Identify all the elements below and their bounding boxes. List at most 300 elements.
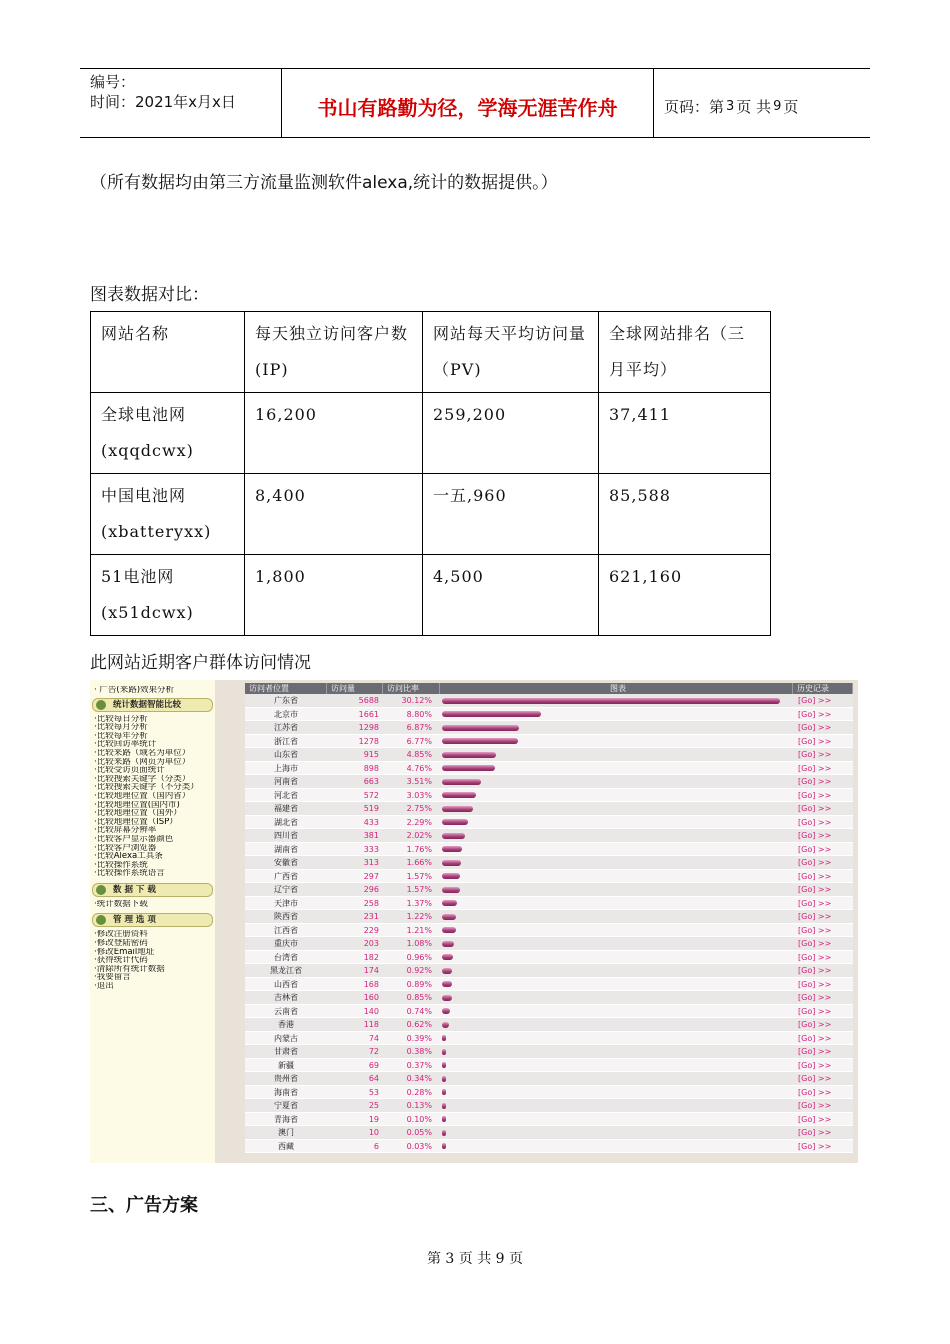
location-cell: 辽宁省 (274, 885, 298, 894)
count-cell: 10 (368, 1128, 379, 1137)
history-link[interactable]: [Go] >> (798, 939, 832, 948)
bar-cell (440, 978, 793, 991)
percent-cell: 2.75% (406, 804, 432, 813)
table-header-cell: 网站每天平均访问量（PV) (423, 312, 599, 393)
history-link[interactable]: [Go] >> (798, 993, 832, 1002)
table-row (245, 978, 853, 992)
location-cell: 山东省 (274, 750, 298, 759)
sidebar-item[interactable]: ·比较每月分析 (94, 723, 148, 732)
count-cell: 182 (363, 952, 379, 962)
location-cell: 江西省 (274, 925, 298, 935)
grid-header-cell: 访问比率 (383, 683, 440, 694)
sidebar-item[interactable]: ·比较地理位置（ISP） (94, 817, 178, 827)
table-row (91, 393, 771, 474)
bar (442, 1049, 446, 1055)
data-source-note: （所有数据均由第三方流量监测软件alexa,统计的数据提供。） (90, 173, 558, 193)
table-cell: 全球电池网(xqqdcwx) (91, 393, 245, 474)
percent-cell: 0.34% (406, 1074, 432, 1083)
bar-cell (440, 1005, 793, 1018)
count-cell: 572 (363, 790, 379, 800)
percent-cell: 0.85% (406, 993, 432, 1002)
location-cell: 天津市 (274, 898, 298, 908)
bar (442, 765, 495, 771)
percent-cell: 1.08% (406, 939, 432, 948)
grid-header-cell: 访问量 (327, 683, 383, 694)
table-row (245, 1140, 853, 1154)
table-row (245, 748, 853, 762)
location-cell: 新疆 (278, 1060, 294, 1070)
bar-cell (440, 1059, 793, 1072)
table-row (245, 762, 853, 776)
bar-cell (440, 1018, 793, 1031)
percent-cell: 4.85% (406, 750, 432, 759)
location-cell: 甘肃省 (274, 1047, 298, 1056)
location-cell: 山西省 (274, 979, 298, 989)
section-icon (96, 885, 106, 895)
bar (442, 806, 473, 812)
bar-cell (440, 964, 793, 977)
percent-cell: 1.57% (406, 871, 432, 881)
bar (442, 941, 454, 947)
location-cell: 海南省 (274, 1087, 298, 1097)
sidebar-item[interactable]: ·比较Alexa工具条 (94, 852, 163, 861)
bar (442, 711, 541, 717)
table-label: 图表数据对比： (90, 285, 209, 305)
count-cell: 64 (368, 1074, 379, 1083)
table-cell: 中国电池网(xbatteryxx) (91, 474, 245, 555)
percent-cell: 0.10% (406, 1114, 432, 1124)
history-link[interactable]: [Go] >> (798, 952, 832, 962)
history-link[interactable]: [Go] >> (798, 1141, 832, 1151)
bar (442, 752, 496, 758)
count-cell: 296 (363, 885, 379, 894)
percent-cell: 6.77% (406, 736, 432, 746)
count-cell: 231 (363, 912, 379, 921)
count-cell: 53 (368, 1087, 379, 1097)
bar (442, 1116, 446, 1122)
location-cell: 安徽省 (274, 858, 298, 867)
sidebar-section: 数 据 下 载 (92, 883, 213, 897)
table-row (91, 555, 771, 636)
section-icon (96, 700, 106, 710)
location-cell: 河北省 (274, 790, 298, 800)
table-header-row (91, 312, 771, 393)
percent-cell: 1.21% (406, 925, 432, 935)
bar-cell (440, 883, 793, 896)
table-row (245, 897, 853, 911)
table-row (245, 1126, 853, 1140)
sidebar-item[interactable]: ·我要留言 (94, 973, 131, 983)
count-cell: 5688 (358, 696, 379, 705)
sidebar-item[interactable]: ·比较地理位置（国内省） (94, 791, 191, 801)
history-link[interactable]: [Go] >> (798, 790, 832, 800)
table-row (245, 1045, 853, 1059)
grid-header-cell: 历史记录 (793, 683, 853, 694)
sidebar-item[interactable]: ·比较地理位置（国外） (94, 809, 182, 818)
history-link[interactable]: [Go] >> (798, 885, 832, 894)
table-row (245, 816, 853, 830)
count-cell: 1278 (358, 736, 379, 746)
table-row (245, 1059, 853, 1073)
location-cell: 黑龙江省 (270, 966, 302, 975)
history-link[interactable]: [Go] >> (798, 1128, 832, 1137)
bar-cell (440, 735, 793, 748)
bar-cell (440, 1032, 793, 1045)
percent-cell: 0.03% (406, 1141, 432, 1151)
sidebar-item[interactable]: ·比较受访页面统计 (94, 766, 165, 775)
table-row (245, 856, 853, 870)
percent-cell: 1.57% (406, 885, 432, 894)
doc-number: 编号： (90, 73, 136, 91)
table-cell: 85,588 (599, 474, 771, 555)
page-footer: 第 3 页 共 9 页 (426, 1251, 524, 1267)
history-link[interactable]: [Go] >> (798, 1074, 832, 1083)
sidebar-section: 统计数据智能比较 (92, 698, 213, 712)
bar (442, 995, 452, 1001)
percent-cell: 0.92% (406, 966, 432, 975)
count-cell: 72 (368, 1047, 379, 1056)
bar (442, 927, 456, 933)
history-link[interactable]: [Go] >> (798, 1033, 832, 1043)
bar-cell (440, 1086, 793, 1099)
location-cell: 福建省 (274, 804, 298, 813)
table-row (245, 735, 853, 749)
table-cell: 621,160 (599, 555, 771, 636)
percent-cell: 0.28% (406, 1087, 432, 1097)
page-header (80, 68, 870, 138)
location-cell: 重庆市 (274, 939, 298, 948)
percent-cell: 4.76% (406, 763, 432, 773)
location-cell: 湖南省 (274, 844, 298, 854)
history-link[interactable]: [Go] >> (798, 817, 832, 827)
percent-cell: 0.96% (406, 952, 432, 962)
table-row (245, 870, 853, 884)
table-row (245, 1113, 853, 1127)
percent-cell: 3.51% (406, 777, 432, 786)
bar-cell (440, 829, 793, 842)
percent-cell: 1.76% (406, 844, 432, 854)
table-row (245, 829, 853, 843)
sidebar-item[interactable]: ·比较操作系统语言 (94, 869, 165, 878)
bar (442, 1035, 446, 1041)
history-link[interactable]: [Go] >> (798, 1047, 832, 1056)
sidebar-item[interactable]: ·比较搜索关键字（分类） (94, 774, 191, 784)
location-cell: 四川省 (274, 831, 298, 840)
table-cell: 一五,960 (423, 474, 599, 555)
sidebar-item[interactable]: ·比较搜索关键字（不分类） (94, 783, 199, 792)
location-cell: 云南省 (274, 1006, 298, 1016)
count-cell: 1661 (358, 709, 379, 719)
location-cell: 湖北省 (274, 817, 298, 827)
table-row (245, 1032, 853, 1046)
location-cell: 宁夏省 (274, 1101, 298, 1110)
count-cell: 25 (368, 1101, 379, 1110)
table-header-cell: 网站名称 (91, 312, 245, 393)
sidebar-item[interactable]: · 广告(来路)效果分析 (94, 686, 175, 695)
sidebar-item[interactable]: ·比较每年分析 (94, 731, 148, 741)
table-row (245, 1086, 853, 1100)
bar (442, 981, 452, 987)
count-cell: 433 (363, 817, 379, 827)
sidebar-item[interactable]: ·比较来路（域名为单位） (94, 748, 191, 758)
count-cell: 297 (363, 871, 379, 881)
history-link[interactable]: [Go] >> (798, 750, 832, 759)
count-cell: 160 (363, 993, 379, 1002)
history-link[interactable]: [Go] >> (798, 1101, 832, 1110)
bar (442, 846, 462, 852)
location-cell: 吉林省 (274, 993, 298, 1002)
history-link[interactable]: [Go] >> (798, 1006, 832, 1016)
sidebar-group (90, 930, 215, 990)
location-cell: 上海市 (274, 763, 298, 773)
percent-cell: 0.39% (406, 1033, 432, 1043)
sidebar-item[interactable]: ·比较每日分析 (94, 714, 148, 724)
bar-cell (440, 897, 793, 910)
table-row (245, 789, 853, 803)
location-cell: 香港 (278, 1020, 294, 1029)
table-row (245, 1072, 853, 1086)
sidebar-item[interactable]: ·修改登陆密码 (94, 939, 148, 948)
history-link[interactable]: [Go] >> (798, 736, 832, 746)
location-cell: 台湾省 (274, 952, 298, 962)
location-cell: 西藏 (278, 1141, 294, 1151)
bar (442, 725, 519, 731)
location-cell: 贵州省 (274, 1074, 298, 1083)
history-link[interactable]: [Go] >> (798, 1114, 832, 1124)
history-link[interactable]: [Go] >> (798, 696, 832, 705)
bar-cell (440, 789, 793, 802)
header-page: 页码：第 3 页 共 9 页 (664, 97, 799, 116)
table-row (245, 843, 853, 857)
sidebar-item[interactable]: ·比较地理位置(国内市) (94, 800, 180, 810)
count-cell: 203 (363, 939, 379, 948)
table-row (245, 694, 853, 708)
bar (442, 1143, 446, 1149)
table-row (245, 1099, 853, 1113)
sidebar-item[interactable]: ·比较回访率统计 (94, 740, 157, 749)
percent-cell: 30.12% (401, 696, 432, 705)
table-row (91, 474, 771, 555)
history-link[interactable]: [Go] >> (798, 925, 832, 935)
bar-cell (440, 708, 793, 721)
history-link[interactable]: [Go] >> (798, 723, 832, 732)
count-cell: 6 (373, 1141, 379, 1151)
bar (442, 833, 465, 839)
table-row (245, 1018, 853, 1032)
grid-header-cell: 访问者位置 (245, 683, 327, 694)
location-cell: 江苏省 (274, 723, 298, 732)
location-cell: 内蒙古 (274, 1033, 298, 1043)
bar-cell (440, 910, 793, 923)
count-cell: 140 (363, 1006, 379, 1016)
location-cell: 青海省 (274, 1114, 298, 1124)
percent-cell: 1.66% (406, 858, 432, 867)
count-cell: 333 (363, 844, 379, 854)
sidebar-item[interactable]: ·清除所有统计数据 (94, 964, 165, 974)
sidebar-section: 管 理 选 项 (92, 913, 213, 927)
history-link[interactable]: [Go] >> (798, 831, 832, 840)
table-row (245, 802, 853, 816)
bar-cell (440, 856, 793, 869)
table-cell: 16,200 (245, 393, 423, 474)
bar (442, 887, 460, 893)
bar-cell (440, 1126, 793, 1139)
bar (442, 1089, 446, 1095)
history-link[interactable]: [Go] >> (798, 763, 832, 773)
bar-cell (440, 1113, 793, 1126)
table-cell: 1,800 (245, 555, 423, 636)
bar (442, 900, 457, 906)
count-cell: 69 (368, 1060, 379, 1070)
sidebar-item[interactable]: ·统计数据下载 (94, 899, 148, 909)
history-link[interactable]: [Go] >> (798, 1020, 832, 1029)
percent-cell: 6.87% (406, 723, 432, 732)
count-cell: 313 (363, 858, 379, 867)
bar (442, 1022, 449, 1028)
geo-stats-grid (245, 683, 853, 1153)
doc-date: 时间：2021年x月x日 (90, 93, 236, 111)
count-cell: 663 (363, 777, 379, 786)
bar-cell (440, 775, 793, 788)
bar (442, 860, 461, 866)
bar (442, 968, 452, 974)
percent-cell: 0.89% (406, 979, 432, 989)
location-cell: 广东省 (274, 696, 298, 705)
count-cell: 19 (368, 1114, 379, 1124)
sidebar-item[interactable]: ·获得统计代码 (94, 956, 148, 965)
bar (442, 792, 476, 798)
bar-cell (440, 802, 793, 815)
table-cell: 37,411 (599, 393, 771, 474)
table-header-cell: 全球网站排名（三月平均） (599, 312, 771, 393)
header-motto: 书山有路勤为径，学海无涯苦作舟 (282, 69, 654, 137)
history-link[interactable]: [Go] >> (798, 912, 832, 921)
section-icon (96, 915, 106, 925)
table-cell: 51电池网(x51dcwx) (91, 555, 245, 636)
bar (442, 1062, 446, 1068)
percent-cell: 2.02% (406, 831, 432, 840)
percent-cell: 0.37% (406, 1060, 432, 1070)
stats-screenshot (90, 680, 858, 1163)
history-link[interactable]: [Go] >> (798, 871, 832, 881)
history-link[interactable]: [Go] >> (798, 858, 832, 867)
table-row (245, 910, 853, 924)
count-cell: 168 (363, 979, 379, 989)
bar (442, 738, 518, 744)
table-cell: 4,500 (423, 555, 599, 636)
sidebar-item[interactable]: ·比较来路（网页为单位） (94, 757, 191, 767)
sidebar-item[interactable]: ·修改Email地址 (94, 947, 155, 957)
stats-sidebar (90, 680, 215, 1163)
bar (442, 779, 481, 785)
bar-cell (440, 951, 793, 964)
history-link[interactable]: [Go] >> (798, 844, 832, 854)
bar-cell (440, 816, 793, 829)
location-cell: 河南省 (274, 777, 298, 786)
percent-cell: 0.38% (406, 1047, 432, 1056)
table-row (245, 937, 853, 951)
table-row (245, 883, 853, 897)
grid-header-cell: 图表 (440, 683, 793, 694)
bar-cell (440, 1099, 793, 1112)
bar (442, 873, 460, 879)
count-cell: 174 (363, 966, 379, 975)
section-heading: 三、广告方案 (90, 1195, 198, 1216)
count-cell: 898 (363, 763, 379, 773)
table-cell: 259,200 (423, 393, 599, 474)
count-cell: 74 (368, 1033, 379, 1043)
history-link[interactable]: [Go] >> (798, 777, 832, 786)
bar (442, 698, 780, 704)
table-row (245, 775, 853, 789)
grid-body (245, 694, 853, 1153)
location-cell: 北京市 (274, 709, 298, 719)
history-link[interactable]: [Go] >> (798, 979, 832, 989)
count-cell: 258 (363, 898, 379, 908)
table-row (245, 1005, 853, 1019)
percent-cell: 8.80% (406, 709, 432, 719)
history-link[interactable]: [Go] >> (798, 966, 832, 975)
bar (442, 1103, 446, 1109)
percent-cell: 1.22% (406, 912, 432, 921)
bar (442, 1008, 450, 1014)
bar-cell (440, 991, 793, 1004)
bar-cell (440, 748, 793, 761)
count-cell: 229 (363, 925, 379, 935)
count-cell: 1298 (358, 723, 379, 732)
bar-cell (440, 1140, 793, 1153)
history-link[interactable]: [Go] >> (798, 804, 832, 813)
history-link[interactable]: [Go] >> (798, 709, 832, 719)
sidebar-item[interactable]: ·修改注册资料 (94, 930, 148, 940)
percent-cell: 0.05% (406, 1128, 432, 1137)
sidebar-item[interactable]: ·退出 (94, 982, 114, 991)
comparison-table (90, 311, 771, 636)
sidebar-item[interactable]: ·比较客户浏览器 (94, 843, 157, 853)
sidebar-item[interactable]: ·比较屏幕分辨率 (94, 826, 157, 835)
grid-header (245, 683, 853, 694)
location-cell: 陕西省 (274, 912, 298, 921)
table-row (245, 991, 853, 1005)
history-link[interactable]: [Go] >> (798, 1087, 832, 1097)
bar (442, 914, 456, 920)
percent-cell: 0.74% (406, 1006, 432, 1016)
count-cell: 381 (363, 831, 379, 840)
table-cell: 8,400 (245, 474, 423, 555)
history-link[interactable]: [Go] >> (798, 1060, 832, 1070)
table-row (245, 951, 853, 965)
header-info (80, 69, 282, 137)
bar (442, 819, 468, 825)
sidebar-item[interactable]: ·比较操作系统 (94, 860, 148, 870)
bar-cell (440, 762, 793, 775)
count-cell: 519 (363, 804, 379, 813)
location-cell: 澳门 (278, 1128, 294, 1137)
history-link[interactable]: [Go] >> (798, 898, 832, 908)
location-cell: 广西省 (274, 871, 298, 881)
percent-cell: 0.62% (406, 1020, 432, 1029)
count-cell: 118 (363, 1020, 379, 1029)
percent-cell: 1.37% (406, 898, 432, 908)
table-row (245, 924, 853, 938)
sidebar-group (90, 900, 215, 909)
percent-cell: 0.13% (406, 1101, 432, 1110)
sidebar-item[interactable]: ·比较客户显示器颜色 (94, 834, 174, 844)
bar (442, 954, 453, 960)
bar-cell (440, 694, 793, 707)
bar-cell (440, 843, 793, 856)
visit-label: 此网站近期客户群体访问情况 (90, 653, 311, 673)
